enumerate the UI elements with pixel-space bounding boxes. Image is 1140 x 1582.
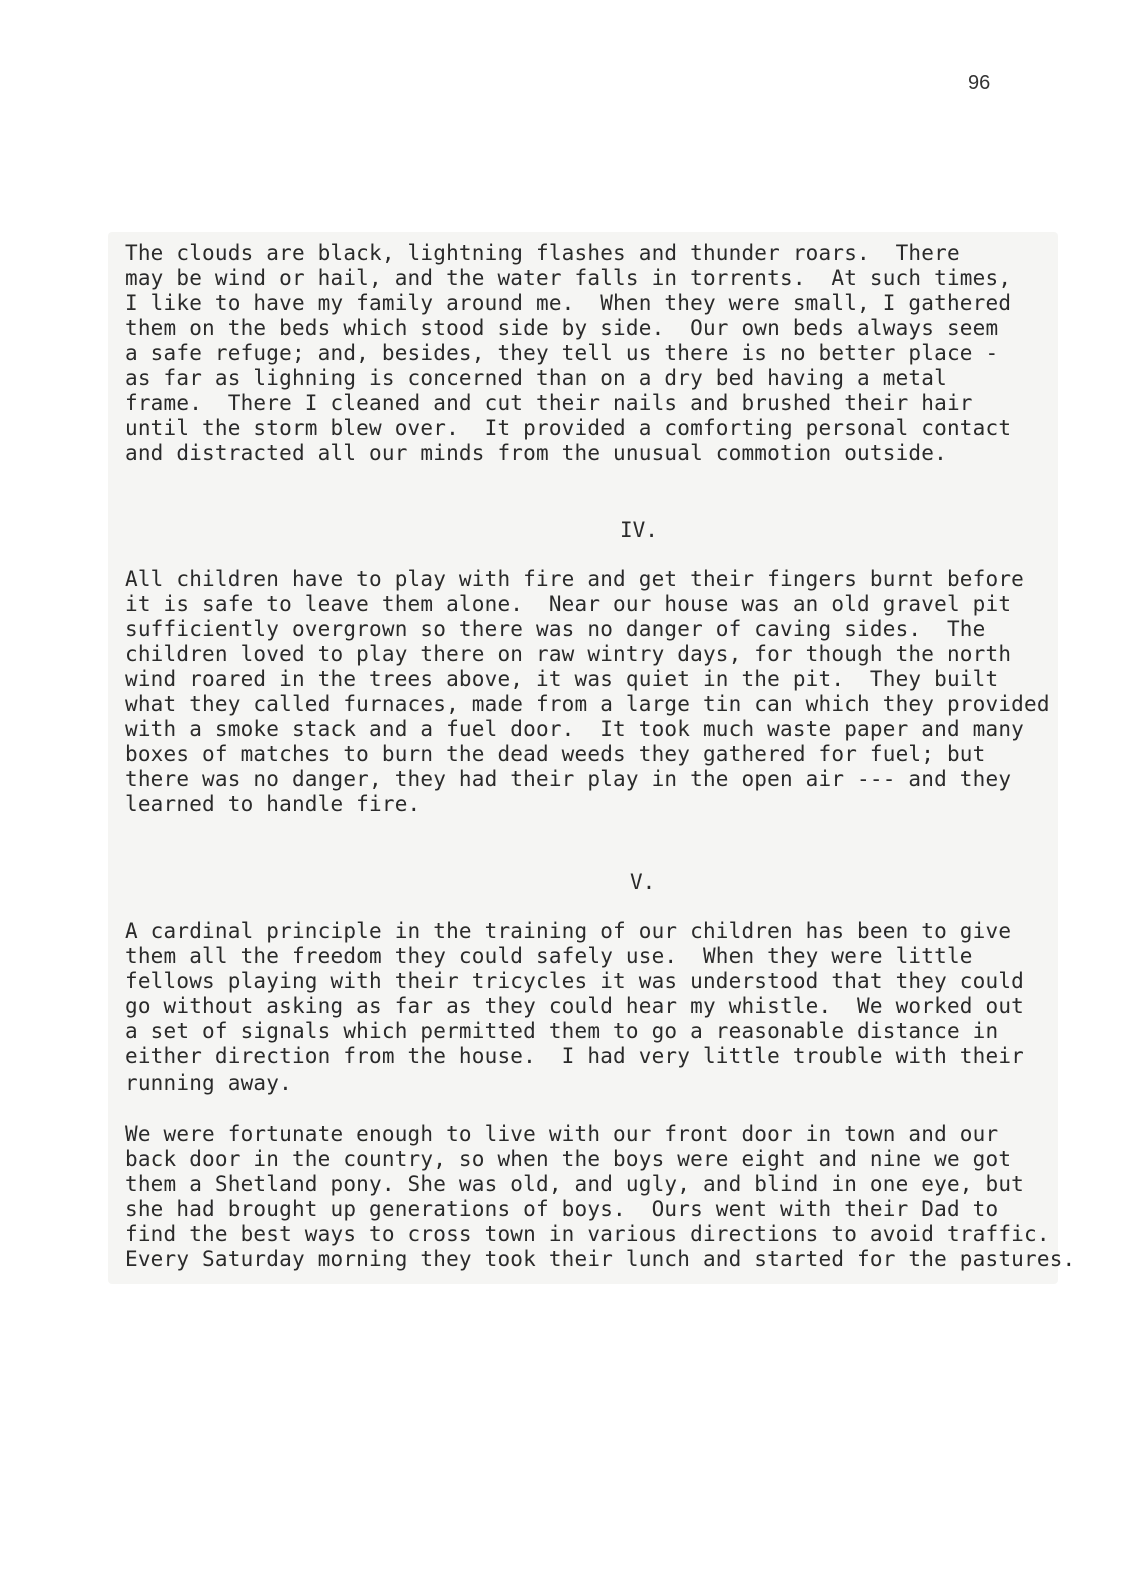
text-line: them all the freedom they could safely use. When they were little (125, 944, 973, 968)
text-line: I like to have my family around me. When they were small, I gathered (125, 291, 1012, 315)
section-heading-iv: IV. (620, 518, 658, 542)
text-line: either direction from the house. I had very little trouble with their (125, 1044, 1025, 1068)
page-number: 96 (968, 72, 991, 94)
text-line: there was no danger, they had their play in the open air --- and they (125, 767, 1012, 791)
text-line: what they called furnaces, made from a large tin can which they provided (125, 692, 1050, 716)
text-line: and distracted all our minds from the unusual commotion outside. (125, 441, 947, 465)
text-line: boxes of matches to burn the dead weeds they gathered for fuel; but (125, 742, 986, 766)
text-line: fellows playing with their tricycles it was understood that they could (125, 969, 1025, 993)
text-line: until the storm blew over. It provided a comforting personal contact (125, 416, 1012, 440)
text-line: children loved to play there on raw wintry days, for though the north (125, 642, 1012, 666)
text-line: it is safe to leave them alone. Near our house was an old gravel pit (125, 592, 1012, 616)
text-line: learned to handle fire. (125, 792, 421, 816)
text-line: as far as lighning is concerned than on a dry bed having a metal (125, 366, 947, 390)
text-line: them a Shetland pony. She was old, and ugly, and blind in one eye, but (125, 1172, 1025, 1196)
text-line: We were fortunate enough to live with our front door in town and our (125, 1122, 999, 1146)
text-line: go without asking as far as they could hear my whistle. We worked out (125, 994, 1025, 1018)
text-line: A cardinal principle in the training of our children has been to give (125, 919, 1012, 943)
text-line: with a smoke stack and a fuel door. It took much waste paper and many (125, 717, 1025, 741)
text-line: The clouds are black, lightning flashes and thunder roars. There (125, 241, 960, 265)
text-line: sufficiently overgrown so there was no danger of caving sides. The (125, 617, 986, 641)
text-line: wind roared in the trees above, it was quiet in the pit. They built (125, 667, 999, 691)
text-line: find the best ways to cross town in various directions to avoid traffic. (125, 1222, 1050, 1246)
text-line: a set of signals which permitted them to go a reasonable distance in (125, 1019, 999, 1043)
text-line: a safe refuge; and, besides, they tell us there is no better place - (125, 341, 999, 365)
text-line: she had brought up generations of boys. Ours went with their Dad to (125, 1197, 999, 1221)
text-line: back door in the country, so when the boys were eight and nine we got (125, 1147, 1012, 1171)
text-line: frame. There I cleaned and cut their nails and brushed their hair (125, 391, 973, 415)
text-line: running away. (125, 1071, 292, 1095)
section-heading-v: V. (630, 870, 656, 894)
text-line: Every Saturday morning they took their lunch and started for the pastures. (125, 1247, 1076, 1271)
text-line: may be wind or hail, and the water falls in torrents. At such times, (125, 266, 1012, 290)
text-line: All children have to play with fire and get their fingers burnt before (125, 567, 1025, 591)
text-line: them on the beds which stood side by side. Our own beds always seem (125, 316, 999, 340)
